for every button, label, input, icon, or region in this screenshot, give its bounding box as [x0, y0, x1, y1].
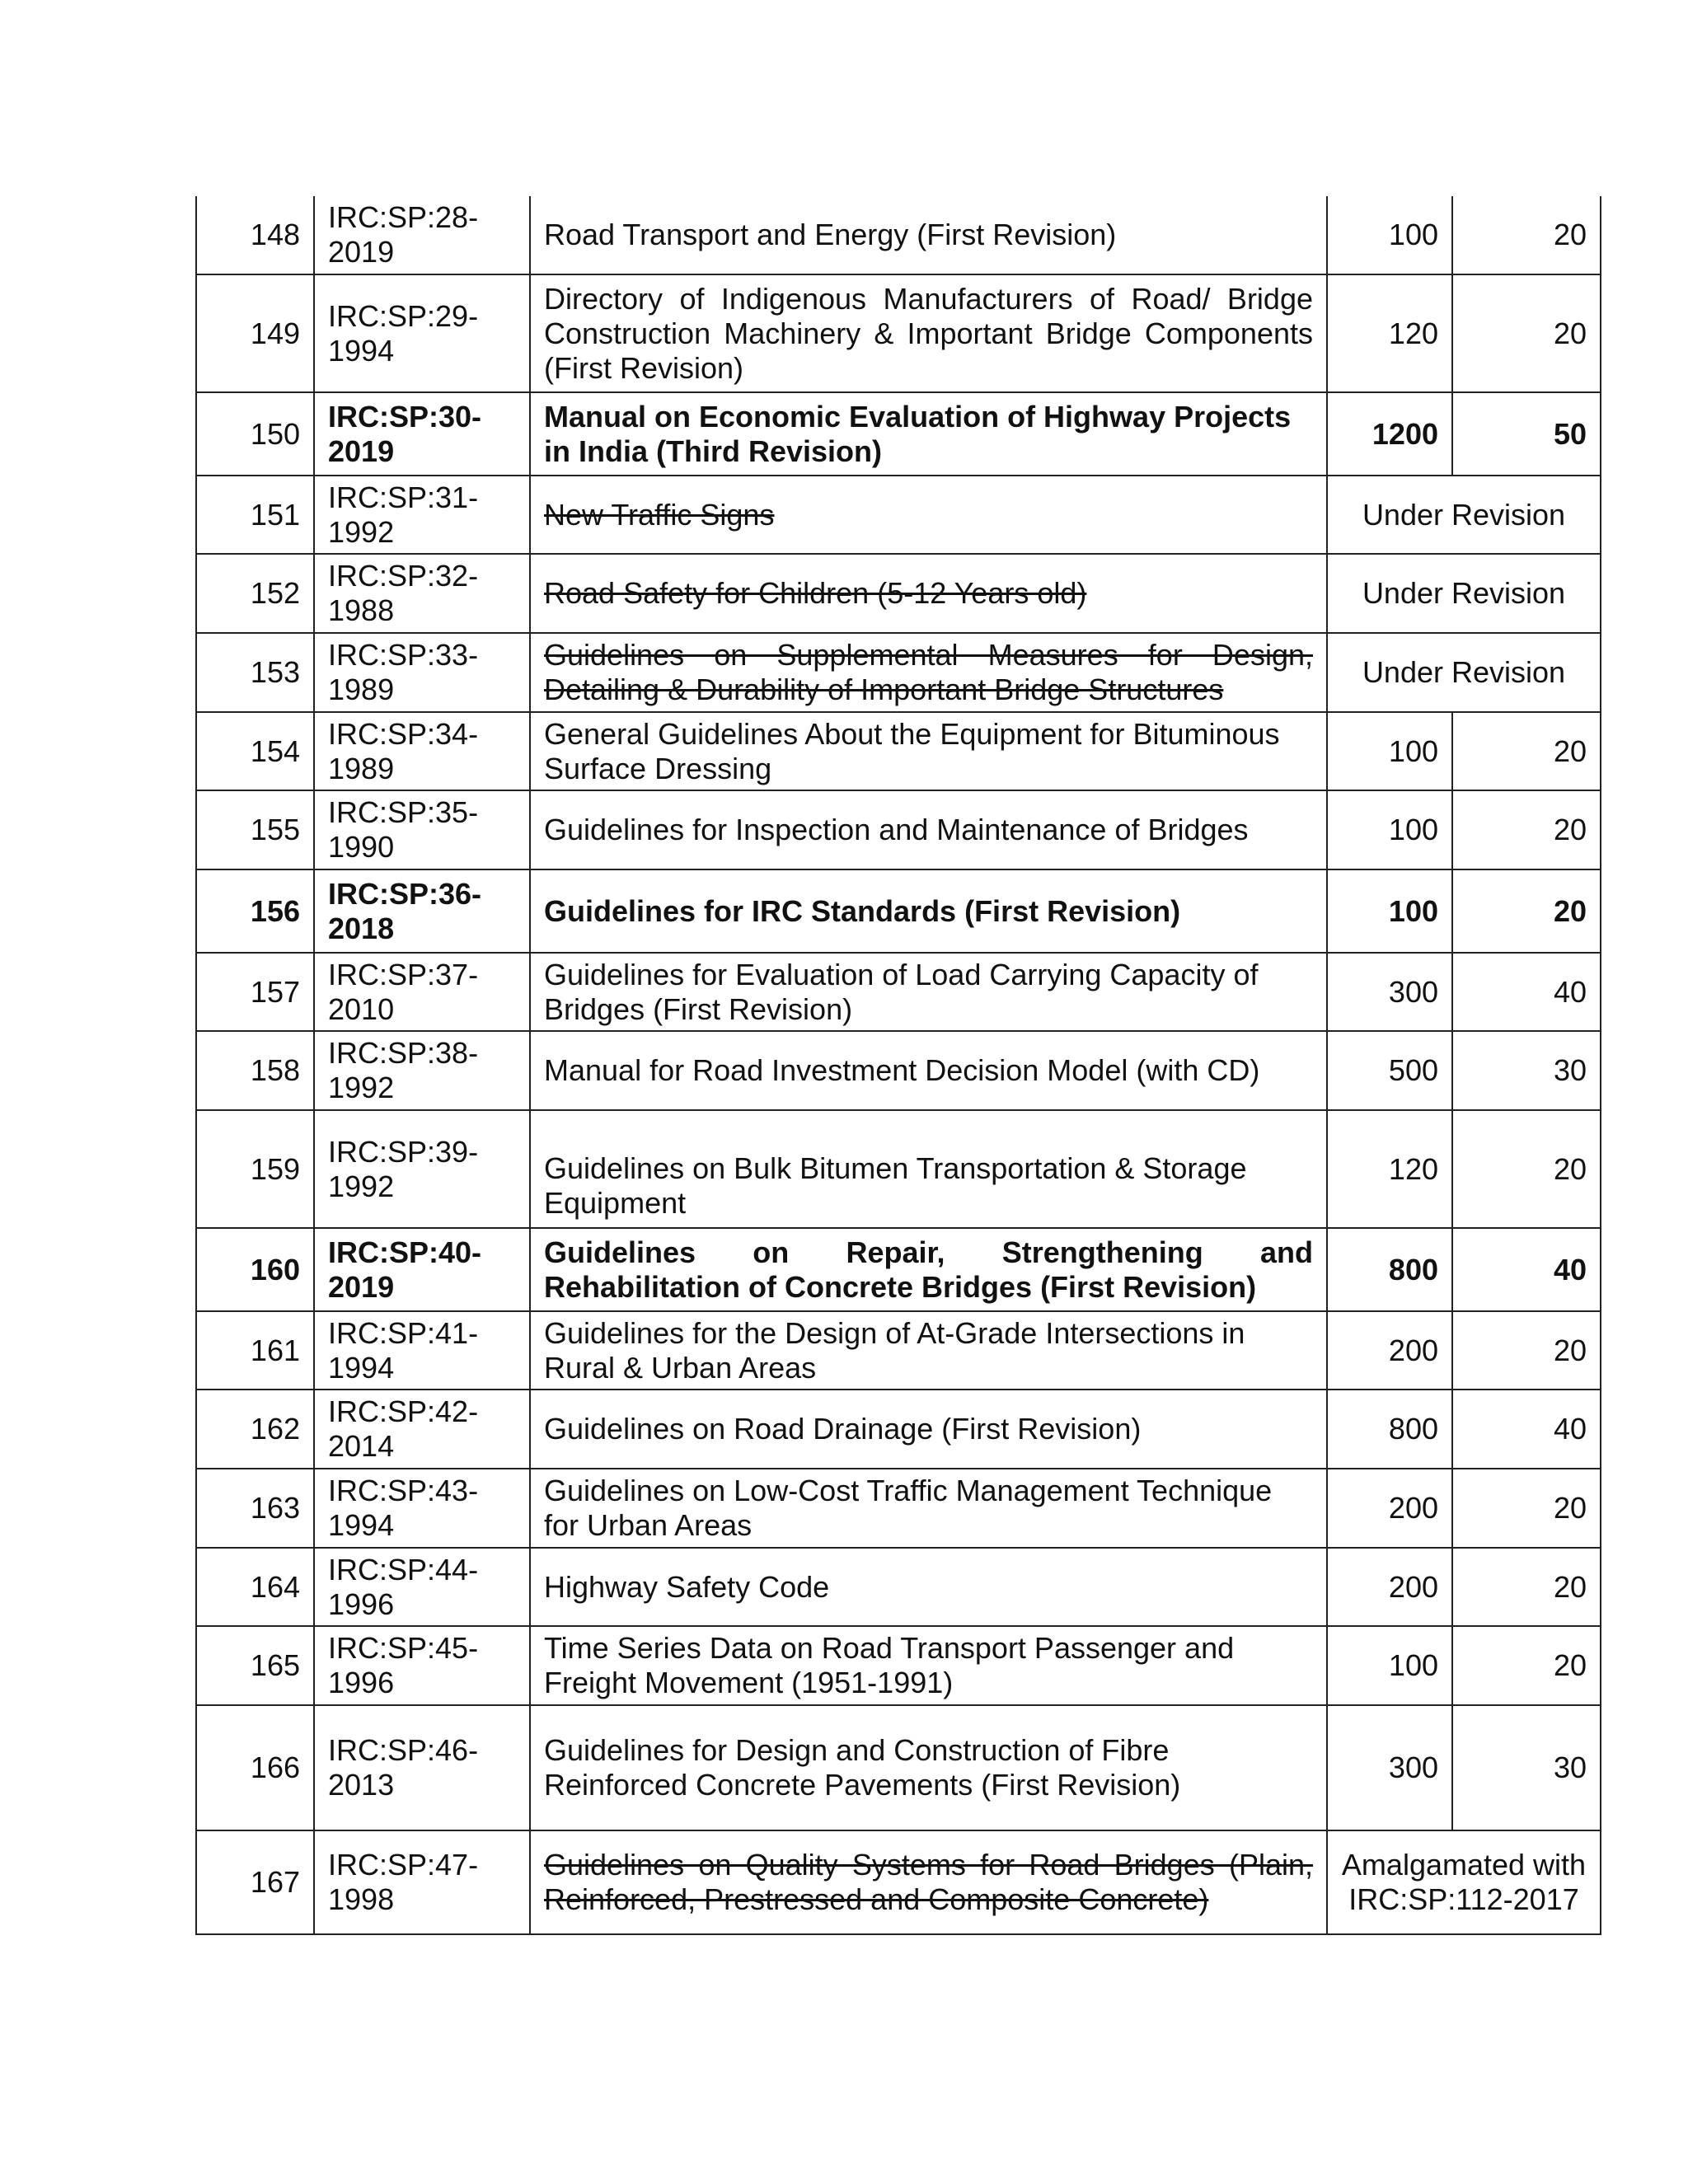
table-row — [196, 1626, 1601, 1705]
price: 100 — [1327, 1626, 1452, 1705]
document-title: Highway Safety Code — [530, 1548, 1327, 1626]
document-code: IRC:SP:33-1989 — [314, 633, 530, 712]
status: Under Revision — [1327, 476, 1601, 554]
table-row — [196, 790, 1601, 869]
document-title: Guidelines on Low-Cost Traffic Management Technique for Urban Areas — [530, 1469, 1327, 1548]
table-row — [196, 1548, 1601, 1626]
document-title — [530, 476, 1327, 554]
document-code: IRC:SP:41-1994 — [314, 1311, 530, 1390]
row-number: 154 — [196, 712, 314, 790]
document-title: Guidelines on Road Drainage (First Revision) — [530, 1390, 1327, 1469]
document-code: IRC:SP:44-1996 — [314, 1548, 530, 1626]
postage: 50 — [1452, 392, 1601, 476]
document-title: Manual for Road Investment Decision Model (with CD) — [530, 1031, 1327, 1110]
table-row — [196, 1228, 1601, 1311]
table-row — [196, 1830, 1601, 1934]
row-number: 161 — [196, 1311, 314, 1390]
document-code: IRC:SP:32-1988 — [314, 554, 530, 633]
document-code: IRC:SP:43-1994 — [314, 1469, 530, 1548]
row-number: 150 — [196, 392, 314, 476]
status: Under Revision — [1327, 633, 1601, 712]
document-code: IRC:SP:29-1994 — [314, 274, 530, 392]
document-code: IRC:SP:39-1992 — [314, 1110, 530, 1228]
document-code: IRC:SP:40-2019 — [314, 1228, 530, 1311]
document-title — [530, 1228, 1327, 1311]
document-title: General Guidelines About the Equipment for Bituminous Surface Dressing — [530, 712, 1327, 790]
postage: 20 — [1452, 274, 1601, 392]
price: 300 — [1327, 953, 1452, 1031]
row-number: 156 — [196, 869, 314, 953]
price: 120 — [1327, 1110, 1452, 1228]
row-number: 160 — [196, 1228, 314, 1311]
document-title: Guidelines for Inspection and Maintenance of Bridges — [530, 790, 1327, 869]
table-row — [196, 1705, 1601, 1830]
table-row — [196, 1110, 1601, 1228]
postage: 20 — [1452, 1548, 1601, 1626]
price: 100 — [1327, 196, 1452, 274]
document-title — [530, 274, 1327, 392]
document-title: Guidelines for Evaluation of Load Carrying Capacity of Bridges (First Revision) — [530, 953, 1327, 1031]
row-number: 164 — [196, 1548, 314, 1626]
price: 200 — [1327, 1548, 1452, 1626]
table-row — [196, 392, 1601, 476]
price: 800 — [1327, 1228, 1452, 1311]
price: 100 — [1327, 869, 1452, 953]
withdrawn-title: Guidelines on Supplemental Measures for Design, Detailing & Durability of Important Bridge Structures — [544, 638, 1313, 706]
document-title: Guidelines on Bulk Bitumen Transportation & Storage Equipment — [530, 1110, 1327, 1228]
price: 120 — [1327, 274, 1452, 392]
price: 200 — [1327, 1469, 1452, 1548]
table-row — [196, 274, 1601, 392]
row-number: 167 — [196, 1830, 314, 1934]
row-number: 153 — [196, 633, 314, 712]
row-number: 148 — [196, 196, 314, 274]
document-title: Guidelines for the Design of At-Grade Intersections in Rural & Urban Areas — [530, 1311, 1327, 1390]
document-code: IRC:SP:28-2019 — [314, 196, 530, 274]
postage: 30 — [1452, 1705, 1601, 1830]
table-row — [196, 476, 1601, 554]
row-number: 149 — [196, 274, 314, 392]
postage: 30 — [1452, 1031, 1601, 1110]
table-row — [196, 1311, 1601, 1390]
publication-list — [195, 196, 1600, 1935]
table-row — [196, 1390, 1601, 1469]
row-number: 162 — [196, 1390, 314, 1469]
row-number: 166 — [196, 1705, 314, 1830]
row-number: 157 — [196, 953, 314, 1031]
document-code: IRC:SP:37-2010 — [314, 953, 530, 1031]
postage: 20 — [1452, 790, 1601, 869]
title-text: Guidelines on Repair, Strengthening and Rehabilitation of Concrete Bridges (First Revision) — [544, 1235, 1313, 1304]
withdrawn-title: Guidelines on Quality Systems for Road Bridges (Plain, Reinforced, Prestressed and Composite Concrete) — [544, 1848, 1313, 1916]
document-code: IRC:SP:46-2013 — [314, 1705, 530, 1830]
row-number: 163 — [196, 1469, 314, 1548]
document-code: IRC:SP:31-1992 — [314, 476, 530, 554]
postage: 40 — [1452, 1390, 1601, 1469]
table-row — [196, 554, 1601, 633]
row-number: 151 — [196, 476, 314, 554]
price: 500 — [1327, 1031, 1452, 1110]
title-text: Directory of Indigenous Manufacturers of Road/ Bridge Construction Machinery & Important Bridge Components (First Revision) — [544, 281, 1313, 385]
document-title: Manual on Economic Evaluation of Highway Projects in India (Third Revision) — [530, 392, 1327, 476]
document-title: Road Transport and Energy (First Revision) — [530, 196, 1327, 274]
publication-table — [195, 196, 1601, 1935]
table-row — [196, 196, 1601, 274]
table-row — [196, 953, 1601, 1031]
table-row — [196, 1469, 1601, 1548]
document-title — [530, 1830, 1327, 1934]
postage: 20 — [1452, 1110, 1601, 1228]
document-title: Guidelines for Design and Construction of Fibre Reinforced Concrete Pavements (First Revision) — [530, 1705, 1327, 1830]
document-title — [530, 633, 1327, 712]
price: 100 — [1327, 790, 1452, 869]
price: 100 — [1327, 712, 1452, 790]
row-number: 165 — [196, 1626, 314, 1705]
price: 1200 — [1327, 392, 1452, 476]
table-row — [196, 633, 1601, 712]
postage: 20 — [1452, 869, 1601, 953]
row-number: 152 — [196, 554, 314, 633]
price: 200 — [1327, 1311, 1452, 1390]
document-title — [530, 554, 1327, 633]
document-code: IRC:SP:38-1992 — [314, 1031, 530, 1110]
price: 800 — [1327, 1390, 1452, 1469]
row-number: 155 — [196, 790, 314, 869]
postage: 20 — [1452, 712, 1601, 790]
row-number: 158 — [196, 1031, 314, 1110]
document-code: IRC:SP:47-1998 — [314, 1830, 530, 1934]
postage: 40 — [1452, 1228, 1601, 1311]
status: Under Revision — [1327, 554, 1601, 633]
table-row — [196, 869, 1601, 953]
document-code: IRC:SP:35-1990 — [314, 790, 530, 869]
postage: 20 — [1452, 1311, 1601, 1390]
document-code: IRC:SP:45-1996 — [314, 1626, 530, 1705]
document-code: IRC:SP:30-2019 — [314, 392, 530, 476]
status: Amalgamated with IRC:SP:112-2017 — [1327, 1830, 1601, 1934]
postage: 20 — [1452, 196, 1601, 274]
document-title: Time Series Data on Road Transport Passenger and Freight Movement (1951-1991) — [530, 1626, 1327, 1705]
document-code: IRC:SP:34-1989 — [314, 712, 530, 790]
postage: 20 — [1452, 1469, 1601, 1548]
withdrawn-title: New Traffic Signs — [544, 497, 775, 532]
document-code: IRC:SP:36-2018 — [314, 869, 530, 953]
table-row — [196, 1031, 1601, 1110]
postage: 20 — [1452, 1626, 1601, 1705]
document-code: IRC:SP:42-2014 — [314, 1390, 530, 1469]
row-number: 159 — [196, 1110, 314, 1228]
postage: 40 — [1452, 953, 1601, 1031]
price: 300 — [1327, 1705, 1452, 1830]
table-row — [196, 712, 1601, 790]
withdrawn-title: Road Safety for Children (5-12 Years old) — [544, 576, 1087, 610]
document-title: Guidelines for IRC Standards (First Revision) — [530, 869, 1327, 953]
